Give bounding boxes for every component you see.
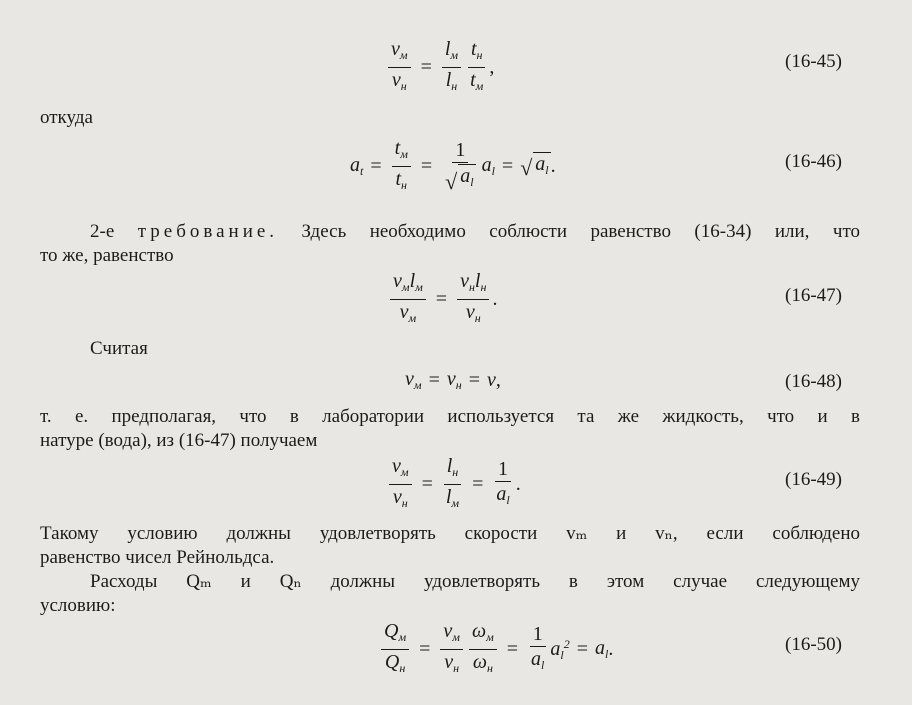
paragraph-line: Такому условию должны удовлетворять скорости vₘ и vₙ, если соблюдено bbox=[40, 523, 860, 544]
equation-number: (16-45) bbox=[785, 51, 842, 72]
equation-16-48: $\nu_м$ = $\nu_н$ = ν , bbox=[405, 368, 501, 392]
word-schitaya: Считая bbox=[90, 338, 148, 359]
equation-number: (16-49) bbox=[785, 469, 842, 490]
fraction: $\frac{1}{a_l}$ bbox=[531, 623, 545, 672]
fraction: $\frac{1}{a_l}$ bbox=[496, 458, 510, 507]
equation-number: (16-50) bbox=[785, 634, 842, 655]
fraction: $\frac{Q_м}{Q_н}$ bbox=[381, 620, 409, 679]
fraction: $\frac{v_нl_н}{\nu_н}$ bbox=[457, 270, 489, 329]
fraction: $\frac{t_н}{t_м}$ bbox=[467, 38, 486, 97]
fraction: $\frac{t_м}{t_н}$ bbox=[392, 137, 411, 196]
fraction: $\frac{v_м}{v_н}$ bbox=[389, 455, 412, 514]
paragraph-line: равенство чисел Рейнольдса. bbox=[40, 547, 275, 568]
square-root: √ $a_l$ bbox=[520, 153, 549, 180]
fraction: $\frac{l_м}{l_н}$ bbox=[442, 38, 461, 97]
equation-number: (16-48) bbox=[785, 371, 842, 392]
paragraph-line: натуре (вода), из (16-47) получаем bbox=[40, 430, 318, 451]
fraction: $\frac{\omega_м}{\omega_н}$ bbox=[469, 620, 497, 679]
paragraph-line: Расходы Qₘ и Qₙ должны удовлетворять в этом случае следующему bbox=[90, 571, 860, 592]
fraction: $\frac{v_м}{v_н}$ bbox=[440, 620, 463, 679]
equation-16-46: $a_t$ = $\frac{t_м}{t_н}$ = 1 √ $a_l$ $a_l$ = √ $a_l$ . bbox=[350, 137, 556, 194]
equation-number: (16-46) bbox=[785, 151, 842, 172]
equation-number: (16-47) bbox=[785, 285, 842, 306]
paragraph-line: 2-е требование. Здесь необходимо соблюсти равенство (16-34) или, что bbox=[90, 221, 861, 242]
equation-16-50: $\frac{Q_м}{Q_н}$ = $\frac{v_м}{v_н}$ $\frac{\omega_м}{\omega_н}$ = $\frac{1}{a_l}$ $a_l^2$ = $a_l$ . bbox=[378, 620, 613, 679]
fraction: $\frac{v_мl_м}{\nu_м}$ bbox=[390, 270, 426, 329]
word-otkuda: откуда bbox=[40, 107, 93, 128]
equation-16-47: $\frac{v_мl_м}{\nu_м}$ = $\frac{v_нl_н}{\nu_н}$ . bbox=[387, 270, 497, 329]
equation-16-49: $\frac{v_м}{v_н}$ = $\frac{l_н}{l_м}$ = $\frac{1}{a_l}$ . bbox=[386, 455, 521, 514]
fraction: $\frac{v_м}{v_н}$ bbox=[388, 38, 411, 97]
paragraph-line: т. е. предполагая, что в лаборатории используется та же жидкость, что и в bbox=[40, 406, 860, 427]
paragraph-line: то же, равенство bbox=[40, 245, 174, 266]
fraction: $\frac{l_н}{l_м}$ bbox=[443, 455, 462, 514]
fraction: 1 √ $a_l$ bbox=[445, 139, 474, 194]
equation-16-45: $\frac{v_м}{v_н}$ = $\frac{l_м}{l_н}$ $\frac{t_н}{t_м}$ , bbox=[385, 38, 494, 97]
paragraph-line: условию: bbox=[40, 595, 116, 616]
